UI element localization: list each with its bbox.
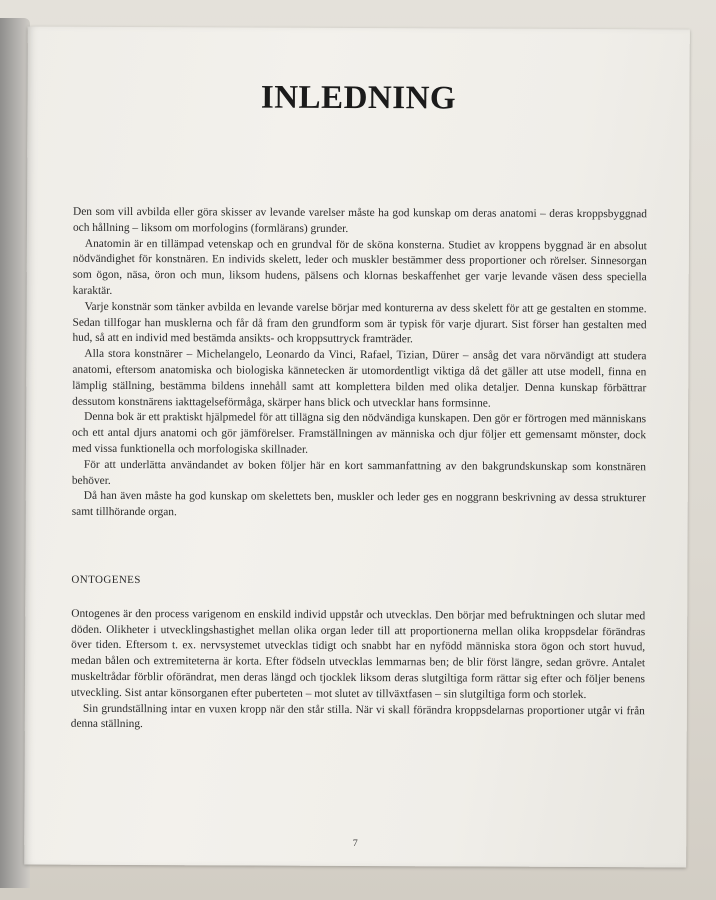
intro-paragraph: Då han även måste ha god kunskap om skelettets ben, muskler och leder ges en noggrann beskrivning av dessa strukturer samt tillhörande organ. <box>71 490 646 519</box>
book-page <box>24 27 690 868</box>
intro-paragraph: För att underlätta användandet av boken följer här en kort sammanfattning av den bakgrundskunskap som konstnären behöver. <box>71 458 646 487</box>
intro-section <box>72 205 647 523</box>
page-title: INLEDNING <box>260 79 457 117</box>
ontogenes-section <box>71 573 646 736</box>
intro-paragraph: Varje konstnär som tänker avbilda en levande varelse börjar med konturerna av dess skelett för att ge gestalten en stomme. Sedan tillfogar han musklerna och får då fram den grundform som är typisk för varje djurart. Sist förser han gestalten med hud, så att en individ med bestämda ansikts- och kroppsuttryck framträder. <box>72 300 647 346</box>
intro-paragraph: Denna bok är ett praktiskt hjälpmedel för att tillägna sig den nödvändiga kunskapen. Den gör er förtrogen med människans och ett antal djurs anatomi och gör jämförelser. Framställningen av människa och djur följer ett gemensamt mönster, dock med vissa funktionella och morfologiska skillnader. <box>71 411 647 456</box>
ontogenes-paragraph: Ontogenes är den process varigenom en enskild individ uppstår och utvecklas. Den börjar med befruktningen och slutar med döden. Olikheter i utvecklingshastighet mellan olika organ leder till att proportionerna mellan olika kroppsdelar förändras över tiden. Eftersom t. ex. nervsystemet utvecklas tidigt och snabbt har en nyfödd människa stora ögon och stort huvud, medan bålen och extremiteterna är korta. Efter födseln utvecklas lemmarnas ben; de blir först längre, sedan grövre. Antalet muskeltrådar förblir oförändrat, men deras längd och tjocklek liksom deras slutgiltiga form rättar sig efter och följer benens utveckling. Sist antar könsorganen efter puberteten – mot slutet av tillväxtfasen – sin slutgiltiga form och storlek. <box>70 607 646 701</box>
intro-paragraph: Den som vill avbilda eller göra skisser av levande varelser måste ha god kunskap om deras anatomi – deras kroppsbyggnad och hållning – liksom om morfologins (formlärans) grunder. <box>72 205 648 235</box>
page-number: 7 <box>352 837 358 850</box>
ontogenes-paragraph: Sin grundställning intar en vuxen kropp när den står stilla. När vi skall förändra kroppsdelarnas proportioner utgår vi från denna ställning. <box>70 702 645 731</box>
section-heading: ONTOGENES <box>71 573 141 587</box>
intro-paragraph: Anatomin är en tillämpad vetenskap och en grundval för de sköna konsterna. Studiet av kroppens byggnad är en absolut nödvändighet för konstnären. En individs skelett, leder och muskler bestämmer dess proportioner och rörelser. Sinnesorgan som ögon, näsa, öron och mun, liksom hudens, pälsens och klornas beskaffenhet ger varje levande väsen dess speciella karaktär. <box>72 237 647 297</box>
intro-paragraph: Alla stora konstnärer – Michelangelo, Leonardo da Vinci, Rafael, Tizian, Dürer – ansåg det vara nörvändigt att studera anatomi, eftersom anatomiska och biologiska kännetecken är utomordentligt viktiga då det gäller att utse modell, finna en lämplig ställning, bestämma bildens innehåll samt att komplettera bilden med olika detaljer. Denna kunskap förbättrar dessutom konstnärens iakttagelseförmåga, skärper hans blick och utvecklar hans formsinne. <box>72 347 647 410</box>
